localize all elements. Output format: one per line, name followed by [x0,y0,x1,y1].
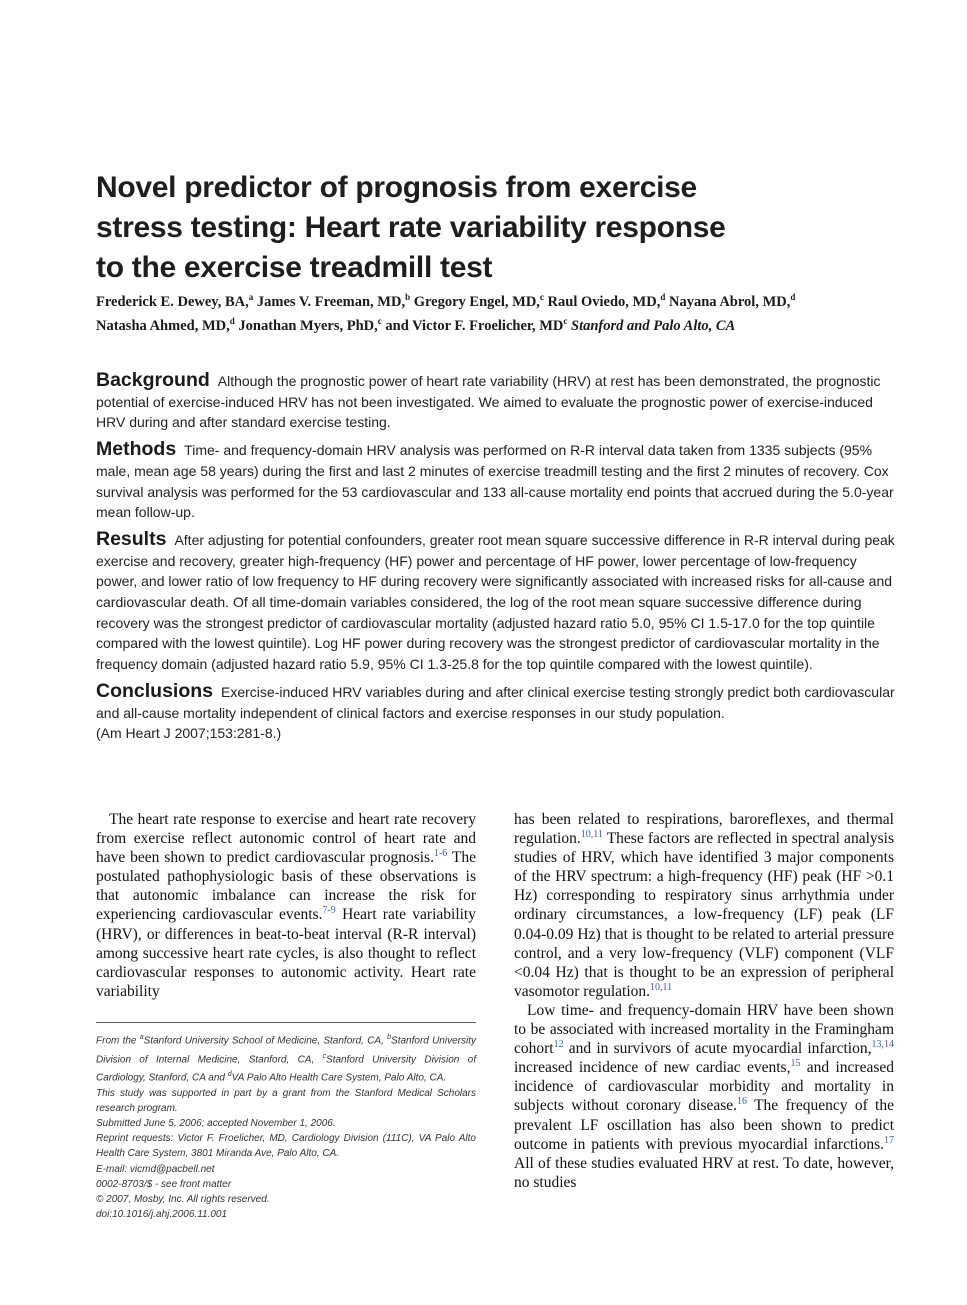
issn-note: 0002-8703/$ - see front matter [96,1178,232,1190]
reference-link[interactable]: 10,11 [650,981,673,993]
funding-note: This study was supported in part by a grant from the Stanford Medical Scholars research program. [96,1087,476,1114]
reference-link[interactable]: 17 [884,1134,894,1146]
email-note[interactable]: E-mail: vicmd@pacbell.net [96,1163,215,1175]
journal-citation: (Am Heart J 2007;153:281-8.) [96,725,282,742]
reprint-note: Reprint requests: Victor F. Froelicher, MD, Cardiology Division (111C), VA Palo Alto Health Care System, 3801 Miranda Ave, Palo Alto, CA. [96,1133,476,1160]
author-line-2: Natasha Ahmed, MD,$^d$ Jonathan Myers, PhD,$^c$ and Victor F. Froelicher, $MD^c$ Stanford and Palo Alto, CA [96,315,736,334]
title-line: to the exercise treadmill test [96,251,493,284]
author-line-1: Frederick E. Dewey, BA,$^a$ James V. Freeman, MD,$^b$ Gregory Engel, MD,$^c$ Raul Oviedo, MD,$^d$ Nayana Abrol, MD,$^d$ [96,292,796,310]
reference-link[interactable]: 1-6 [433,848,448,860]
section-heading: Background [96,369,210,391]
body-paragraph: Low time- and frequency-domain HRV have been shown to be associated with increased mortality in the Framingham cohort$^{12}$ and in survivors of acute myocardial infarction,$^{13,14}$ increased incidence of new cardiac events,$^{15}$ and increased incidence of cardiovascular morbidity and mortality in subjects without coronary disease.$^{16}$ The frequency of the prevalent LF oscillation has also been shown to predict outcome in patients with previous myocardial infarctions.$^{17}$ All of these studies evaluated HRV at rest. To date, however, no studies [514,1001,894,1191]
section-text: Time- and frequency-domain HRV analysis was performed on R-R interval data taken from 1335 subjects (95% male, mean age 58 years) during the first and last 2 minutes of exercise treadmill testing and the first 2 minutes of recovery. Cox survival analysis was performed for the 53 cardiovascular and 133 all-cause mortality end points that accrued during the 5.0-year mean follow-up. [96,442,894,521]
footnote-divider [96,1022,476,1023]
author-location: Stanford and Palo Alto, CA [571,317,736,334]
footnotes [96,1030,476,1222]
title-line: stress testing: Heart rate variability response [96,211,726,244]
abstract-background [96,370,896,433]
article-title [96,168,816,288]
reference-link[interactable]: 7-9 [322,905,336,917]
section-text: Exercise-induced HRV variables during and after clinical exercise testing strongly predict both cardiovascular and all-cause mortality independent of clinical factors and exercise responses in our study population. [96,683,895,721]
reference-link[interactable]: 12 [553,1038,564,1050]
title-line: Novel predictor of prognosis from exercise [96,171,697,204]
abstract-results [96,529,896,675]
submission-note: Submitted June 5, 2006; accepted November 1, 2006. [96,1118,336,1129]
reference-link[interactable]: 13,14 [871,1038,894,1050]
author-list [96,288,896,336]
reference-link[interactable]: 15 [790,1058,801,1070]
section-text: After adjusting for potential confounders, greater root mean square successive difference in R-R interval during peak exercise and recovery, greater high-frequency (HF) power and percentage of HF power, lower percentage of low-frequency power, and lower ratio of low frequency to HF during recovery were significantly associated with increased risks for all-cause and cardiovascular death. Of all time-domain variables considered, the log of the root mean square successive difference during recovery was the strongest predictor of cardiovascular mortality (adjusted hazard ratio 5.0, 95% CI 1.5-17.0 for the top quintile compared with the lowest quintile). Log HF power during recovery was the strongest predictor of cardiovascular mortality in the frequency domain (adjusted hazard ratio 5.9, 95% CI 1.3-25.8 for the top quintile compared with the lowest quintile). [96,531,895,673]
body-paragraph: has been related to respirations, baroreflexes, and thermal regulation.$^{10,11}$ These factors are reflected in spectral analysis studies of HRV, which have identified 3 major components of the HRV spectrum: a high-frequency (HF) peak (HF >0.1 Hz) corresponding to respiratory sinus arrhythmia under ordinary circumstances, a low-frequency (LF) peak (LF 0.04-0.09 Hz) that is thought to be related to arterial pressure control, and a very low-frequency (VLF) component (VLF <0.04 Hz) that is thought to be an expression of peripheral vasomotor regulation.$^{10,11}$ [514,811,894,1000]
abstract [96,370,896,750]
abstract-conclusions [96,681,896,744]
section-heading: Conclusions [96,679,214,702]
copyright-note: © 2007, Mosby, Inc. All rights reserved. [96,1194,270,1206]
reference-link[interactable]: 10,11 [580,828,603,840]
reference-link[interactable]: 16 [737,1096,748,1108]
affiliations-note: From the $^a$Stanford University School of Medicine, Stanford, CA, $^b$Stanford University Division of Internal Medicine, Stanford, CA, $^c$Stanford University Division of Cardiology, Stanford, CA and $^d$VA Palo Alto Health Care System, Palo Alto, CA. [96,1034,476,1084]
section-heading: Methods [96,438,177,461]
doi-note[interactable]: doi:10.1016/j.ahj.2006.11.001 [96,1209,228,1221]
body-column-right [514,810,894,1192]
section-heading: Results [96,527,167,550]
body-column-left [96,810,476,1001]
body-paragraph: The heart rate response to exercise and heart rate recovery from exercise reflect autonomic control of heart rate and have been shown to predict cardiovascular prognosis.$^{1-6}$ The postulated pathophysiologic basis of these observations is that autonomic imbalance can increase the risk for experiencing cardiovascular events.$^{7-9}$ Heart rate variability (HRV), or differences in beat-to-beat interval (R-R interval) among successive heart rate cycles, is also thought to reflect cardiovascular responses to autonomic activity. Heart rate variability [96,811,477,1000]
section-text: Although the prognostic power of heart rate variability (HRV) at rest has been demonstrated, the prognostic potential of exercise-induced HRV has not been investigated. We aimed to evaluate the prognostic power of exercise-induced HRV during and after standard exercise testing. [96,373,881,431]
abstract-methods [96,439,896,523]
